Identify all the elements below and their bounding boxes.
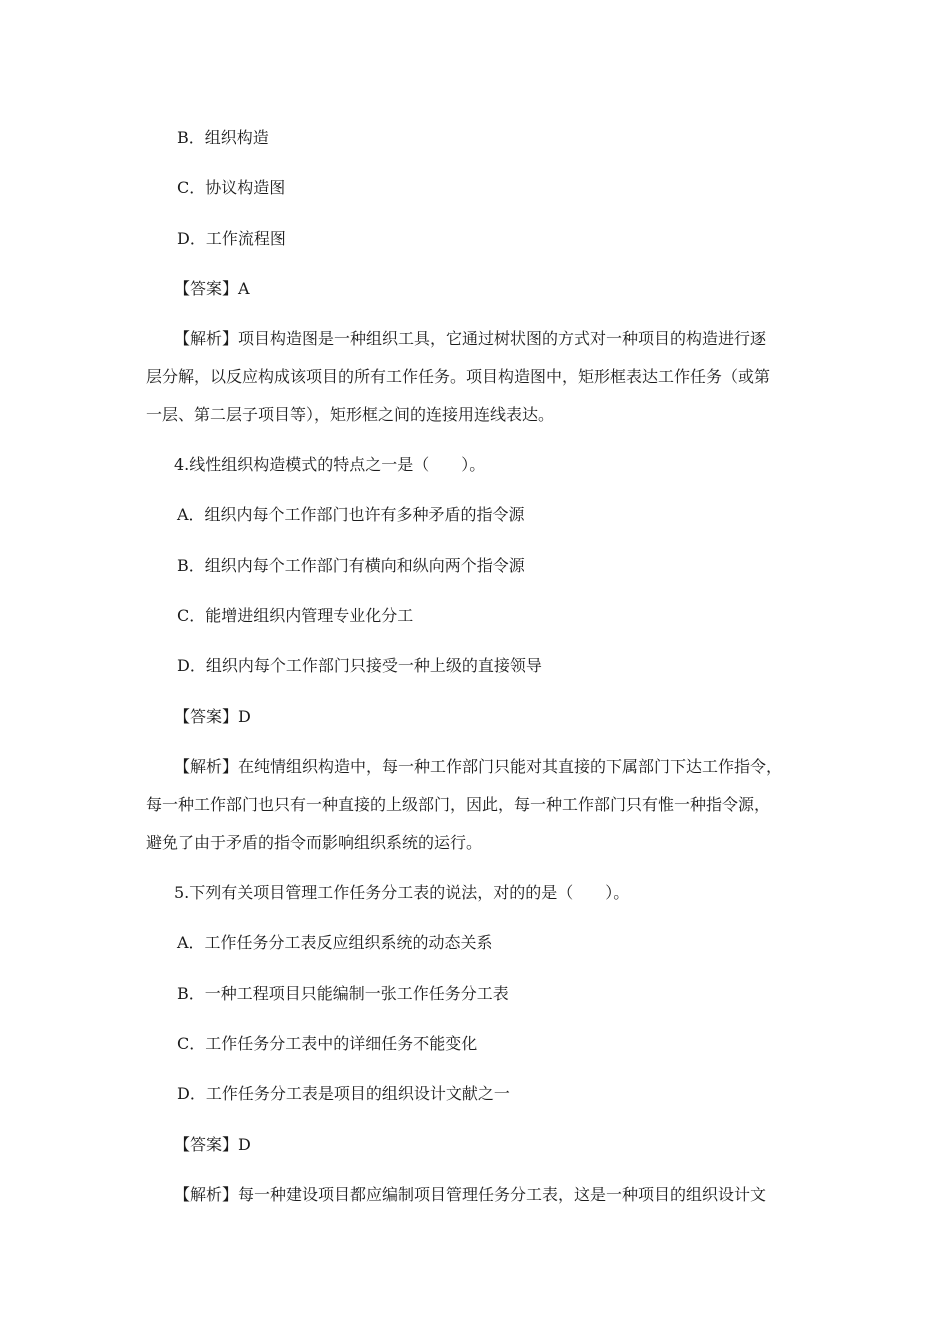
option-d-q4: D．组织内每个工作部门只接受一种上级的直接领导 [177, 656, 542, 675]
analysis-q3-line-1: 【解析】项目构造图是一种组织工具，它通过树状图的方式对一种项目的构造进行逐 [174, 329, 767, 348]
analysis-q5-line-1: 【解析】每一种建设项目都应编制项目管理任务分工表，这是一种项目的组织设计文 [174, 1185, 767, 1204]
option-d-q3: D．工作流程图 [177, 229, 286, 248]
answer-q5: 【答案】D [174, 1135, 251, 1154]
answer-q3: 【答案】A [174, 279, 250, 298]
question-4: 4.线性组织构造模式的特点之一是（ ）。 [174, 455, 486, 474]
analysis-q4-line-3: 避免了由于矛盾的指令而影响组织系统的运行。 [146, 833, 483, 852]
question-5: 5.下列有关项目管理工作任务分工表的说法，对的的是（ ）。 [174, 883, 630, 902]
analysis-q4-line-1: 【解析】在纯情组织构造中，每一种工作部门只能对其直接的下属部门下达工作指令， [174, 757, 783, 776]
option-b-q4: B．组织内每个工作部门有横向和纵向两个指令源 [177, 556, 525, 575]
analysis-q3-line-3: 一层、第二层子项目等），矩形框之间的连接用连线表达。 [146, 405, 555, 424]
option-c-q5: C．工作任务分工表中的详细任务不能变化 [177, 1034, 478, 1053]
option-a-q4: A．组织内每个工作部门也许有多种矛盾的指令源 [177, 505, 525, 524]
option-a-q5: A．工作任务分工表反应组织系统的动态关系 [177, 933, 493, 952]
option-c-q3: C．协议构造图 [177, 178, 286, 197]
option-b-q5: B．一种工程项目只能编制一张工作任务分工表 [177, 984, 509, 1003]
answer-q4: 【答案】D [174, 707, 251, 726]
option-c-q4: C．能增进组织内管理专业化分工 [177, 606, 414, 625]
analysis-q4-line-2: 每一种工作部门也只有一种直接的上级部门，因此，每一种工作部门只有惟一种指令源， [146, 795, 771, 814]
analysis-q3-line-2: 层分解，以反应构成该项目的所有工作任务。项目构造图中，矩形框表达工作任务（或第 [146, 367, 771, 386]
option-b-q3: B．组织构造 [177, 128, 269, 147]
option-d-q5: D．工作任务分工表是项目的组织设计文献之一 [177, 1084, 510, 1103]
